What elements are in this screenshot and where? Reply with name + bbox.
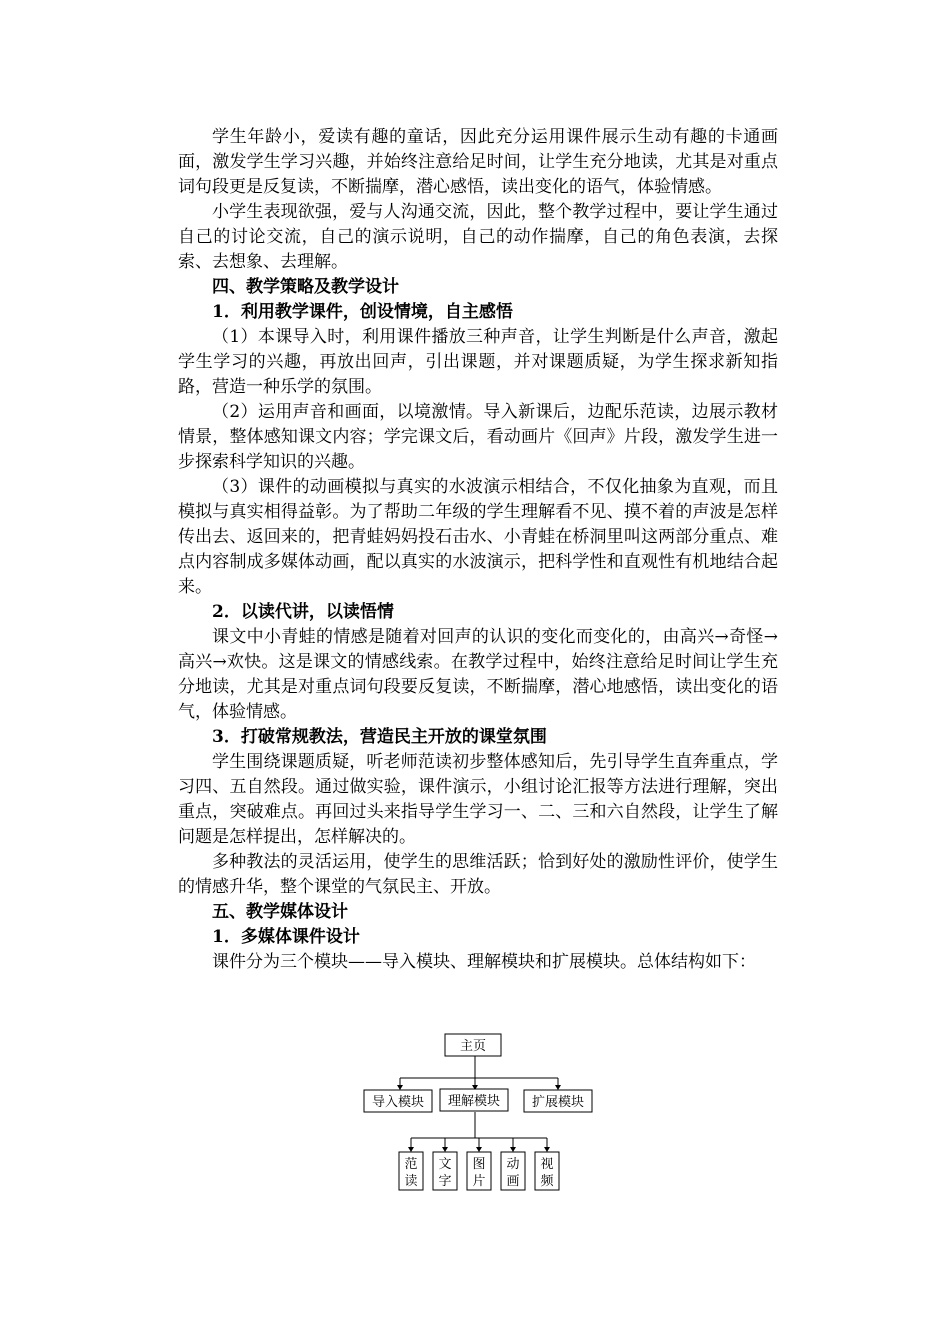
root-label: 主页 bbox=[459, 1039, 487, 1054]
section-4-2-text: 课文中小青蛙的情感是随着对回声的认识的变化而变化的，由高兴→奇怪→高兴→欢快。这是课文的情感线索。在教学过程中，始终注意给足时间让学生充分地读，尤其是对重点词句段要反复读，不断揣摩，潜心地感悟，读出变化的语气，体验情感。 bbox=[178, 627, 778, 722]
leaf-char: 视 bbox=[540, 1157, 554, 1172]
leaf-char: 文 bbox=[438, 1157, 452, 1172]
leaf-node-text bbox=[433, 1152, 457, 1190]
section-4-1-item-2: （2）运用声音和画面，以境激情。导入新课后，边配乐范读，边展示教材情景，整体感知课文内容；学完课文后，看动画片《回声》片段，激发学生进一步探索科学知识的兴趣。 bbox=[178, 402, 778, 472]
leaf-node-animation bbox=[501, 1152, 525, 1190]
section-4-1-item-3: （3）课件的动画模拟与真实的水波演示相结合，不仅化抽象为直观，而且模拟与真实相得益彰。为了帮助二年级的学生理解看不见、摸不着的声波是怎样传出去、返回来的，把青蛙妈妈投石击水、小青蛙在桥洞里叫这两部分重点、难点内容制成多媒体动画，配以真实的水波演示，把科学性和直观性有机地结合起来。 bbox=[178, 477, 778, 597]
module-node-extend bbox=[524, 1090, 592, 1112]
root-node bbox=[445, 1034, 501, 1056]
module-label-extend: 扩展模块 bbox=[531, 1095, 585, 1110]
document-body bbox=[178, 125, 778, 975]
module-label-understand: 理解模块 bbox=[447, 1094, 501, 1109]
section-4-3-heading: 3．打破常规教法，营造民主开放的课堂氛围 bbox=[212, 727, 547, 747]
leaf-char: 读 bbox=[404, 1174, 418, 1189]
paragraph-intro-1: 学生年龄小，爱读有趣的童话，因此充分运用课件展示生动有趣的卡通画面，激发学生学习兴趣，并始终注意给足时间，让学生充分地读，尤其是对重点词句段更是反复读，不断揣摩，潜心感悟，读出变化的语气，体验情感。 bbox=[178, 127, 778, 197]
section-4-3-item-1: 学生围绕课题质疑，听老师范读初步整体感知后，先引导学生直奔重点，学习四、五自然段。通过做实验，课件演示，小组讨论汇报等方法进行理解，突出重点，突破难点。再回过头来指导学生学习一、二、三和六自然段，让学生了解问题是怎样提出，怎样解决的。 bbox=[178, 752, 778, 847]
section-4-1-heading: 1．利用教学课件，创设情境，自主感悟 bbox=[212, 302, 513, 322]
leaf-char: 片 bbox=[472, 1174, 486, 1189]
leaf-char: 字 bbox=[438, 1174, 452, 1189]
leaf-char: 范 bbox=[404, 1157, 418, 1172]
section-5-1-heading: 1．多媒体课件设计 bbox=[212, 927, 360, 947]
section-5-1-text: 课件分为三个模块——导入模块、理解模块和扩展模块。总体结构如下： bbox=[212, 952, 756, 972]
leaf-char: 动 bbox=[506, 1157, 520, 1172]
leaf-char: 图 bbox=[472, 1157, 486, 1172]
section-4-1-item-1: （1）本课导入时，利用课件播放三种声音，让学生判断是什么声音，激起学生学习的兴趣，再放出回声，引出课题，并对课题质疑，为学生探求新知指路，营造一种乐学的氛围。 bbox=[178, 327, 778, 397]
leaf-node-picture bbox=[467, 1152, 491, 1190]
paragraph-intro-2: 小学生表现欲强，爱与人沟通交流，因此，整个教学过程中，要让学生通过自己的讨论交流，自己的演示说明，自己的动作揣摩，自己的角色表演，去探索、去想象、去理解。 bbox=[178, 202, 778, 272]
module-node-intro bbox=[364, 1090, 432, 1112]
module-node-understand bbox=[440, 1089, 508, 1111]
module-label-intro: 导入模块 bbox=[371, 1095, 425, 1110]
section-4-2-heading: 2．以读代讲，以读悟情 bbox=[212, 602, 394, 622]
leaf-char: 频 bbox=[540, 1174, 554, 1189]
leaf-node-video bbox=[535, 1152, 559, 1190]
section-4-3-item-2: 多种教法的灵活运用，使学生的思维活跃；恰到好处的激励性评价，使学生的情感升华，整个课堂的气氛民主、开放。 bbox=[178, 852, 778, 897]
leaf-node-model-reading bbox=[399, 1152, 423, 1190]
section-4-heading: 四、教学策略及教学设计 bbox=[212, 277, 399, 297]
section-5-heading: 五、教学媒体设计 bbox=[212, 902, 348, 922]
leaf-char: 画 bbox=[506, 1174, 520, 1189]
courseware-structure-diagram bbox=[360, 1030, 600, 1200]
